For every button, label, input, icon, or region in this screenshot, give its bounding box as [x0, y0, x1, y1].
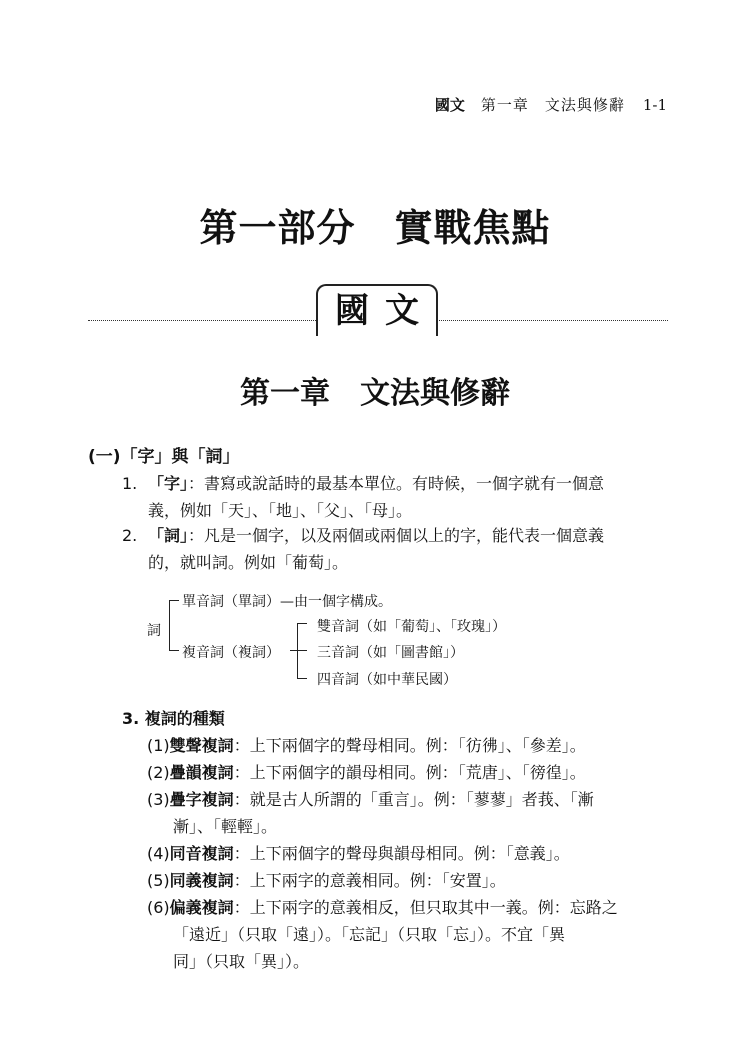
item-number: (5)	[147, 871, 170, 890]
word-classification-diagram	[147, 588, 597, 692]
header-chapter: 第一章 文法與修辭	[480, 96, 625, 114]
page-number: 1-1	[642, 96, 667, 114]
list-item	[147, 840, 570, 867]
chapter-title: 第一章 文法與修辭	[240, 376, 510, 411]
item-number: (1)	[147, 736, 170, 755]
part-title: 第一部分 實戰焦點	[199, 206, 551, 250]
item-text: ：上下兩個字的聲母與韻母相同。例：「意義」。	[233, 844, 570, 863]
item-term: 「詞」	[148, 526, 189, 545]
diagram-type: 四音詞（如中華民國）	[317, 672, 457, 688]
diagram-root: 詞	[147, 623, 161, 639]
diagram-single-word: 單音詞（單詞）—由一個字構成。	[182, 594, 392, 610]
section-heading: (一)「字」與「詞」	[88, 447, 240, 467]
item-number: (2)	[147, 763, 170, 782]
dotted-rule-left	[88, 320, 318, 321]
item-term: 疊韻複詞	[169, 763, 234, 782]
diagram-type: 三音詞（如「圖書館」）	[317, 645, 464, 661]
item-number: 2.	[122, 526, 138, 545]
item-text-continued: 「遠近」（只取「遠」）。「忘記」（只取「忘」）。不宜「異	[173, 925, 566, 944]
item-text-continued: 義，例如「天」、「地」、「父」、「母」。	[148, 501, 413, 520]
item-term: 雙聲複詞	[169, 736, 234, 755]
item-text: ：上下兩個字的聲母相同。例：「彷彿」、「參差」。	[233, 736, 586, 755]
subject-banner	[316, 284, 438, 336]
subject-banner-label: 國文	[335, 291, 435, 331]
subsection-heading: 3. 複詞的種類	[122, 709, 225, 728]
item-number: (3)	[147, 790, 170, 809]
running-header	[435, 94, 667, 115]
item-term: 同義複詞	[169, 871, 234, 890]
item-text-continued: 漸」、「輕輕」。	[173, 817, 278, 836]
list-item	[147, 759, 586, 786]
item-text: ：上下兩字的意義相同。例：「安置」。	[233, 871, 506, 890]
list-item	[147, 786, 594, 840]
item-term: 疊字複詞	[169, 790, 234, 809]
list-item	[122, 470, 682, 524]
item-term: 「字」	[148, 474, 189, 493]
item-number: (4)	[147, 844, 170, 863]
item-number: 1.	[122, 474, 138, 493]
item-text-continued: 的，就叫詞。例如「葡萄」。	[148, 553, 349, 572]
list-item	[147, 894, 618, 975]
item-text: ：就是古人所謂的「重言」。例：「蓼蓼」者莪、「漸	[233, 790, 594, 809]
diagram-sub-bracket	[297, 623, 298, 679]
item-term: 偏義複詞	[169, 898, 234, 917]
item-text: ：凡是一個字，以及兩個或兩個以上的字，能代表一個意義	[188, 526, 605, 545]
item-number: (6)	[147, 898, 170, 917]
diagram-bracket	[169, 600, 170, 650]
item-text: ：上下兩字的意義相反，但只取其中一義。例：忘路之	[233, 898, 618, 917]
header-subject: 國文	[434, 96, 465, 114]
item-term: 同音複詞	[169, 844, 234, 863]
diagram-compound-word: 複音詞（複詞）	[182, 645, 280, 661]
list-item	[147, 867, 506, 894]
list-item	[122, 522, 682, 576]
item-text-continued: 同」（只取「異」）。	[173, 952, 310, 971]
dotted-rule-right	[433, 320, 668, 321]
list-item	[147, 732, 586, 759]
item-text: ：書寫或說話時的最基本單位。有時候，一個字就有一個意	[188, 474, 605, 493]
item-text: ：上下兩個字的韻母相同。例：「荒唐」、「徬徨」。	[233, 763, 586, 782]
diagram-type: 雙音詞（如「葡萄」、「玫瑰」）	[317, 619, 506, 635]
